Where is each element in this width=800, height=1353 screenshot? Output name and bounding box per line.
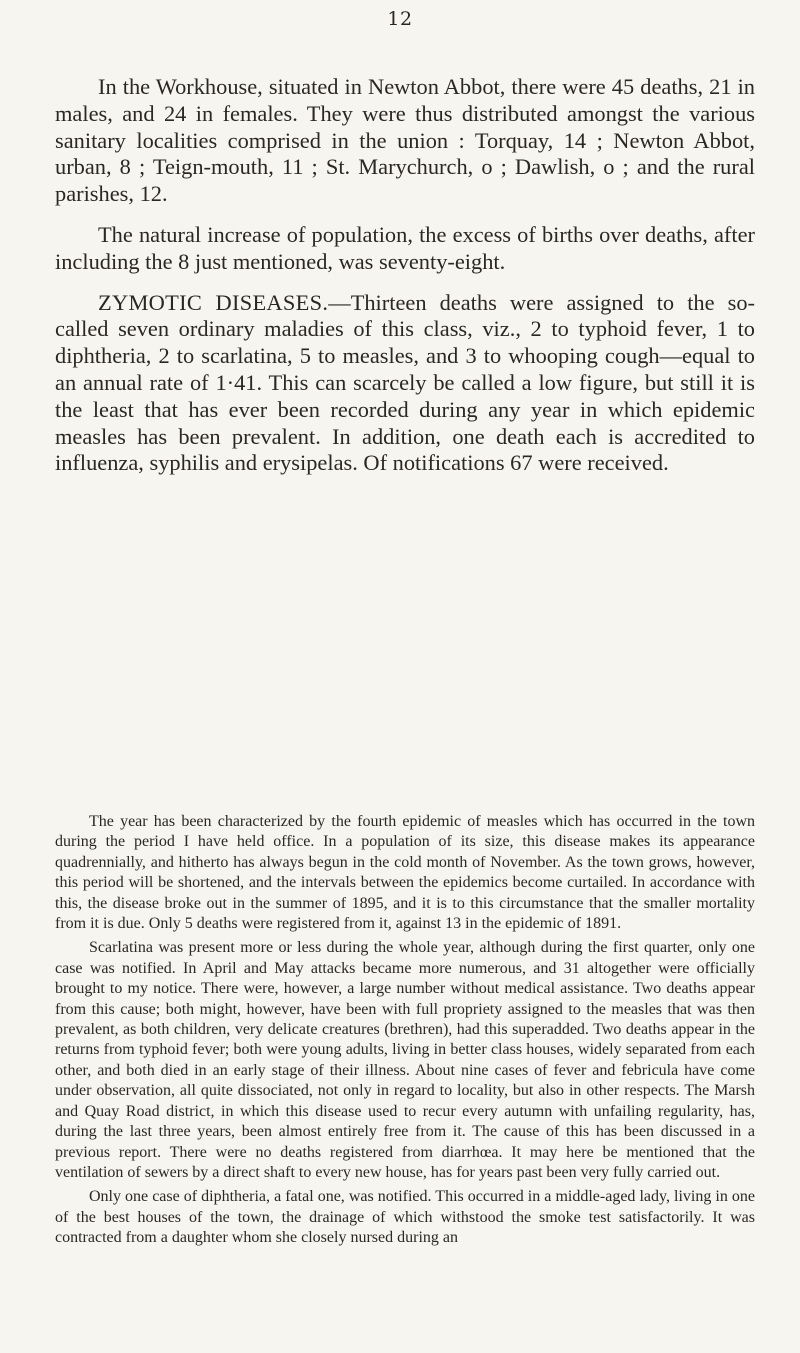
paragraph-scarlatina: Scarlatina was present more or less during the whole year, although during the first quarter, only one case was notified. In April and May attacks became more numerous, and 31 altogether were officially brought to my notice. There were, however, a large number without medical assistance. Two deaths appear from this cause; both might, however, have been with full propriety assigned to the measles that was then prevalent, as both children, very delicate creatures (brethren), had this superadded. Two deaths appear in the returns from typhoid fever; both were young adults, living in better class houses, widely separated from each other, and both died in an early stage of their illness. About nine cases of fever and febricula have come under observation, all quite dissociated, not only in regard to locality, but also in other respects. The Marsh and Quay Road district, in which this disease used to recur every autumn with unfailing regularity, has, during the last three years, been almost entirely free from it. The cause of this has been discussed in a previous report. There were no deaths registered from diarrhœa. It may here be mentioned that the ventilation of sewers by a direct shaft to every new house, has for years past been very fully carried out. <box>55 939 755 1181</box>
main-text-block <box>55 74 755 477</box>
paragraph-measles: The year has been characterized by the fourth epidemic of measles which has occurred in the town during the period I have held office. In a population of its size, this disease makes its appearance quadrennially, and hitherto has always begun in the cold month of November. As the town grows, however, this period will be shortened, and the intervals between the epidemics become curtailed. In accordance with this, the disease broke out in the summer of 1895, and it is to this circumstance that the smaller mortality from it is due. Only 5 deaths were registered from it, against 13 in the epidemic of 1891. <box>55 813 755 933</box>
paragraph-natural-increase: The natural increase of population, the excess of births over deaths, after including the 8 just mentioned, was seventy-eight. <box>55 221 755 274</box>
detail-text-block <box>55 812 755 1249</box>
paragraph-diphtheria: Only one case of diphtheria, a fatal one, was notified. This occurred in a middle-aged lady, living in one of the best houses of the town, the drainage of which withstood the smoke test satisfactorily. It was contracted from a daughter whom she closely nursed during an <box>55 1188 755 1247</box>
paragraph-workhouse: In the Workhouse, situated in Newton Abbot, there were 45 deaths, 21 in males, and 24 in females. They were thus distributed amongst the various sanitary localities comprised in the union : Torquay, 14 ; Newton Abbot, urban, 8 ; Teign-mouth, 11 ; St. Marychurch, o ; Dawlish, o ; and the rural parishes, 12. <box>55 74 755 207</box>
paragraph-zymotic-diseases <box>55 290 755 478</box>
page-number: 12 <box>387 8 413 30</box>
zymotic-body: —Thirteen deaths were assigned to the so-called seven ordinary maladies of this class, viz., 2 to typhoid fever, 1 to diphtheria, 2 to scarlatina, 5 to measles, and 3 to whooping cough—equal to an annual rate of 1·41. This can scarcely be called a low figure, but still it is the least that has ever been recorded during any year in which epidemic measles has been prevalent. In addition, one death each is accredited to influenza, syphilis and erysipelas. Of notifications 67 were received. <box>55 289 755 476</box>
zymotic-heading: ZYMOTIC DISEASES. <box>98 289 329 315</box>
